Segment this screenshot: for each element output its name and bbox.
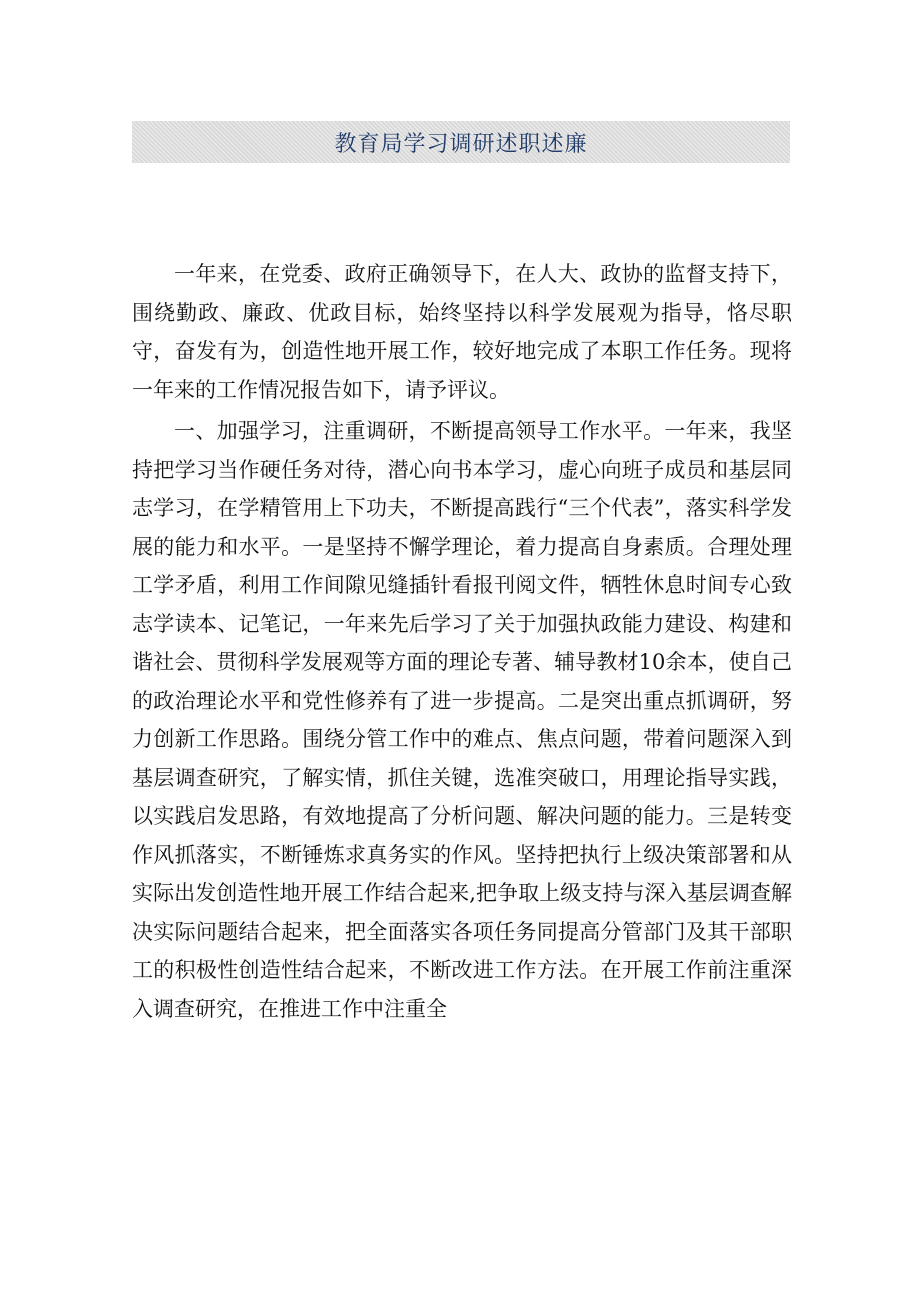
document-body [132, 255, 792, 1028]
paragraph-intro: 一年来，在党委、政府正确领导下，在人大、政协的监督支持下，围绕勤政、廉政、优政目标，始终坚持以科学发展观为指导，恪尽职守，奋发有为，创造性地开展工作，较好地完成了本职工作任务。现将一年来的工作情况报告如下，请予评议。 [132, 262, 792, 402]
title-banner [132, 121, 790, 163]
document-title: 教育局学习调研述职述廉 [334, 131, 588, 157]
paragraph-section-one: 一、加强学习，注重调研，不断提高领导工作水平。一年来，我坚持把学习当作硬任务对待，潜心向书本学习，虚心向班子成员和基层同志学习，在学精管用上下功夫，不断提高践行“三个代表”，落实科学发展的能力和水平。一是坚持不懈学理论，着力提高自身素质。合理处理工学矛盾，利用工作间隙见缝插针看报刊阅文件，牺牲休息时间专心致志学读本、记笔记，一年来先后学习了关于加强执政能力建设、构建和谐社会、贯彻科学发展观等方面的理论专著、辅导教材10余本，使自己的政治理论水平和党性修养有了进一步提高。二是突出重点抓调研，努力创新工作思路。围绕分管工作中的难点、焦点问题，带着问题深入到基层调查研究，了解实情，抓住关键，选准突破口，用理论指导实践，以实践启发思路，有效地提高了分析问题、解决问题的能力。三是转变作风抓落实，不断锤炼求真务实的作风。坚持把执行上级决策部署和从实际出发创造性地开展工作结合起来,把争取上级支持与深入基层调查解决实际问题结合起来，把全面落实各项任务同提高分管部门及其干部职工的积极性创造性结合起来，不断改进工作方法。在开展工作前注重深入调查研究，在推进工作中注重全 [132, 419, 792, 1021]
